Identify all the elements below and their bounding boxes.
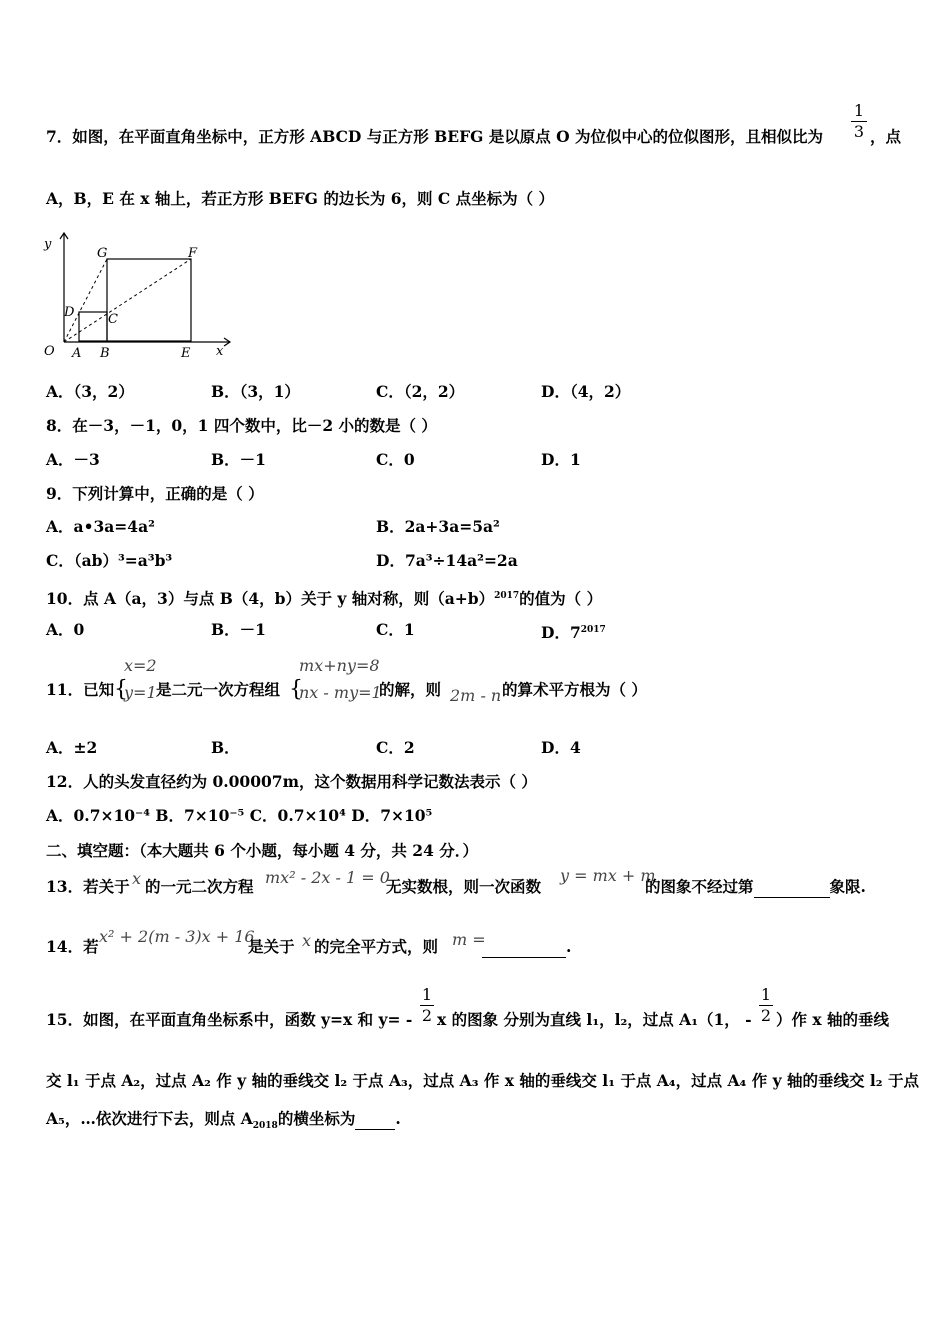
q15-line1c: ）作 x 轴的垂线 (776, 1010, 890, 1029)
q13-end (645, 877, 866, 898)
q10-option-c[interactable]: C．1 (376, 620, 415, 639)
q10-stem-text: 10．点 A（a，3）与点 B（4，b）关于 y 轴对称，则（a+b） (46, 589, 495, 609)
q8-option-c[interactable]: C．0 (376, 450, 415, 469)
q13-equation: mx² - 2x - 1 = 0 (265, 868, 390, 887)
q12-stem: 12．人的头发直径约为 0.00007m，这个数据用科学记数法表示（ ） (46, 772, 537, 791)
dashed-line-og (64, 259, 107, 342)
label-f: F (188, 246, 198, 261)
q14-var: x (302, 931, 312, 950)
q7-stem-text: 7．如图，在平面直角坐标中，正方形 ABCD 与正方形 BEFG 是以原点 O 为位似中心的位似图形，且相似比为 (46, 127, 824, 146)
q15-line3 (46, 1109, 401, 1136)
q13-answer-blank[interactable] (754, 877, 830, 898)
q11-sys2-top: mx+ny=8 (299, 656, 380, 675)
q7-option-c[interactable]: C．（2，2） (376, 382, 465, 401)
q10-option-d[interactable] (541, 620, 606, 643)
q10-stem (46, 586, 602, 609)
q11-brace2: { (289, 677, 303, 702)
q11-expr: 2m - n (450, 686, 502, 705)
label-a: A (72, 346, 82, 361)
q11-brace1: { (114, 677, 128, 702)
q15-line1a: 15．如图，在平面直角坐标系中，函数 y=x 和 y= - (46, 1010, 413, 1029)
square-befg (107, 259, 191, 341)
dashed-line-of (64, 259, 191, 342)
q14-mid2: 的完全平方式，则 (314, 937, 439, 956)
q11-sys2-bot: nx - my=1 (299, 683, 382, 702)
q13-end-text: 的图象不经过第 (645, 877, 754, 896)
q15-frac2-num: 1 (760, 985, 772, 1004)
q12-options[interactable]: A．0.7×10⁻⁴ B．7×10⁻⁵ C．0.7×10⁴ D．7×10⁵ (46, 806, 433, 825)
label-d: D (64, 305, 75, 320)
q13-prefix: 13．若关于 (46, 877, 130, 896)
q15-period: . (395, 1109, 401, 1128)
q11-sys1-bot: y=1 (124, 683, 157, 702)
q10-exponent: 2017 (494, 591, 520, 601)
q7-stem-line2: A，B，E 在 x 轴上，若正方形 BEFG 的边长为 6，则 C 点坐标为（ ） (46, 189, 555, 208)
q14-end (482, 937, 571, 958)
q7-frac-num: 1 (853, 101, 865, 120)
q14-prefix: 14．若 (46, 937, 99, 956)
label-o: O (44, 344, 55, 359)
q10-option-d-base: D．7 (541, 623, 581, 643)
q15-frac1-den: 2 (421, 1006, 433, 1025)
q9-option-d[interactable]: D．7a³÷14a²=2a (376, 551, 518, 570)
q8-stem: 8．在－3，－1，0，1 四个数中，比－2 小的数是（ ） (46, 416, 437, 435)
q8-option-a[interactable]: A．－3 (46, 450, 100, 469)
q13-end2-text: 象限. (829, 877, 866, 896)
q7-stem-line1-end: ，点 (870, 127, 902, 146)
q15-line3-end: 的横坐标为 (277, 1109, 356, 1128)
label-b: B (100, 346, 110, 361)
q15-answer-blank[interactable] (355, 1109, 395, 1130)
label-x: x (216, 344, 224, 359)
section2-heading: 二、填空题：（本大题共 6 个小题，每小题 4 分，共 24 分．） (46, 841, 479, 860)
q15-line2: 交 l₁ 于点 A₂，过点 A₂ 作 y 轴的垂线交 l₂ 于点 A₃，过点 A₃ 作 x 轴的垂线交 l₁ 于点 A₄，过点 A₄ 作 y 轴的垂线交 l₂ 于点 (46, 1071, 919, 1090)
q15-line3-sub: 2018 (252, 1121, 278, 1132)
q13-var: x (132, 869, 142, 888)
q11-mid: 是二元一次方程组 (156, 680, 281, 699)
q13-mid2: 无实数根，则一次函数 (386, 877, 542, 896)
label-y: y (44, 237, 52, 252)
q11-mid2: 的解，则 (379, 680, 442, 699)
q11-option-c[interactable]: C．2 (376, 738, 415, 757)
q11-prefix: 11．已知 (46, 680, 115, 699)
q7-frac-den: 3 (853, 122, 865, 141)
q14-expression: x² + 2(m - 3)x + 16 (99, 927, 255, 946)
q9-option-a[interactable]: A．a•3a=4a² (46, 517, 155, 536)
label-c: C (108, 312, 118, 327)
q9-stem: 9．下列计算中，正确的是（ ） (46, 484, 264, 503)
q11-option-a[interactable]: A．±2 (46, 738, 98, 757)
q14-answer-blank[interactable] (482, 937, 566, 958)
q7-option-d[interactable]: D．（4，2） (541, 382, 631, 401)
q7-option-a[interactable]: A．（3，2） (46, 382, 134, 401)
q7-option-b[interactable]: B．（3，1） (211, 382, 300, 401)
q14-end-text: . (566, 937, 572, 956)
q8-option-b[interactable]: B．－1 (211, 450, 266, 469)
q13-mid: 的一元二次方程 (145, 877, 254, 896)
q10-option-a[interactable]: A．0 (46, 620, 85, 639)
q9-option-b[interactable]: B．2a+3a=5a² (376, 517, 500, 536)
q11-sys1-top: x=2 (124, 656, 157, 675)
q13-function: y = mx + m (560, 866, 656, 885)
q10-stem-end: 的值为（ ） (519, 589, 603, 609)
q14-mid: 是关于 (248, 937, 295, 956)
square-abcd (79, 312, 107, 341)
q7-figure (40, 228, 240, 363)
q15-fraction-1 (420, 986, 434, 1025)
q7-stem-line1 (46, 127, 823, 147)
q10-option-b[interactable]: B．－1 (211, 620, 266, 639)
q11-option-d[interactable]: D．4 (541, 738, 581, 757)
label-e: E (181, 346, 191, 361)
q15-frac1-num: 1 (421, 985, 433, 1004)
q15-fraction-2 (759, 986, 773, 1025)
q8-option-d[interactable]: D．1 (541, 450, 581, 469)
q14-m: m = (452, 930, 486, 949)
q15-frac2-den: 2 (760, 1006, 772, 1025)
label-g: G (97, 246, 108, 261)
q15-line3-text: A₅，…依次进行下去，则点 A (46, 1109, 253, 1128)
q9-option-c[interactable]: C．（ab）³=a³b³ (46, 551, 173, 570)
q11-option-b[interactable]: B． (211, 738, 240, 757)
q10-option-d-exp: 2017 (580, 625, 606, 635)
q15-line1b: x 的图象 分别为直线 l₁，l₂，过点 A₁（1， - (437, 1010, 752, 1029)
q11-end: 的算术平方根为（ ） (502, 680, 647, 699)
q7-ratio-fraction (851, 102, 867, 141)
